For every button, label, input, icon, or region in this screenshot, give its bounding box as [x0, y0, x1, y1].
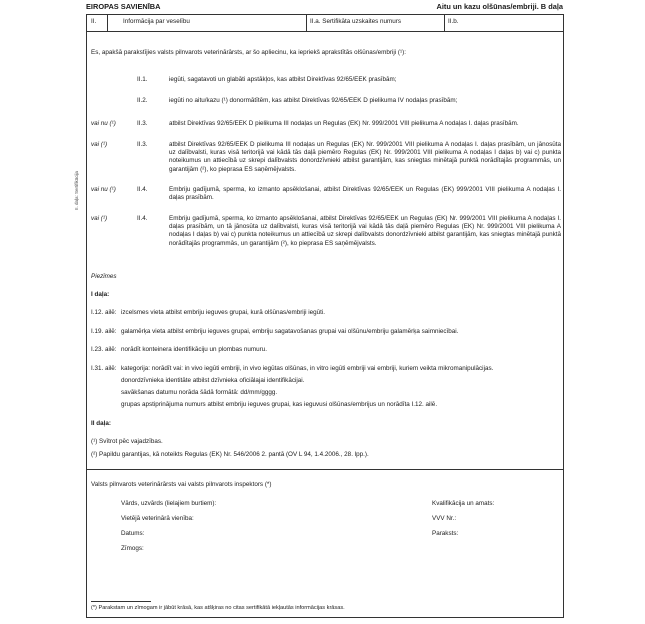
note-line: galamērķa vieta atbilst embriju ieguves grupai, embriju sagatavošanas grupai vai olšūnu/embriju galamērķa saimniecībai.	[121, 328, 459, 335]
name-label: Vārds, uzvārds (lielajiem burtiem):	[121, 500, 217, 507]
intro-text: Es, apakšā parakstījies valsts pilnvarots veterinārārsts, ar šo apliecinu, ka iepriekš aprakstītās olšūnas/embriji (¹):	[91, 49, 406, 56]
clause-num: II.3.	[137, 120, 148, 127]
note-line: izcelsmes vieta atbilst embriju ieguves grupai, kurā olšūnas/embriji iegūti.	[121, 309, 326, 316]
signature-label: Paraksts:	[432, 530, 459, 537]
notes-title: Piezīmes	[91, 273, 117, 280]
clause-num: II.3.	[137, 141, 148, 148]
header-right: Aitu un kazu olšūnas/embriji. B daļa	[436, 2, 563, 11]
clause-num: II.1.	[137, 76, 148, 83]
note-key: I.19. ailē:	[91, 328, 117, 335]
clause-num: II.4.	[137, 215, 148, 222]
footnote-2: (²) Papildu garantijas, kā noteikts Regulas (EK) Nr. 546/2006 2. pantā (OV L 94, 1.4.2006., 28. lpp.).	[91, 451, 369, 458]
note-key: I.31. ailē:	[91, 365, 117, 372]
note-line: donordzīvnieka identitāte atbilst dzīvnieka oficiālajai identifikācijai.	[121, 377, 305, 384]
clause-text: Embriju gadījumā, sperma, ko izmanto apsēklošanai, atbilst Direktīvas 92/65/EEK un Regulas (EK) 999/2001 VIII pielikuma A nodaļas I. daļas prasībām.	[169, 186, 561, 202]
clause-text: iegūti, sagatavoti un glabāti apstākļos, kas atbilst Direktīvas 92/65/EEK prasībām;	[169, 76, 397, 83]
footnote-1: (¹) Svītrot pēc vajadzības.	[91, 438, 163, 445]
clause-prefix: vai (¹)	[91, 141, 108, 148]
certificate-ref-b: II.b.	[448, 18, 459, 25]
section-number: II.	[91, 18, 97, 25]
clause-text: iegūti no aitu/kazu (¹) donormātītēm, kas atbilst Direktīvas 92/65/EEK D pielikuma IV nodaļas prasībām;	[169, 97, 458, 104]
side-note: II. daļa: Sertifikācija	[74, 170, 79, 210]
clause-num: II.4.	[137, 186, 148, 193]
clause-text: atbilst Direktīvas 92/65/EEK D pielikuma III nodaļas un Regulas (EK) Nr. 999/2001 VIII pielikuma A nodaļas I. daļas prasībām.	[169, 120, 519, 127]
note-line: savākšanas datumu norāda šādā formātā: dd/mm/gggg.	[121, 389, 278, 396]
date-label: Datums:	[121, 530, 145, 537]
qualification-label: Kvalifikācija un amats:	[432, 500, 495, 507]
signature-title: Valsts pilnvarots veterinārārsts vai valsts pilnvarots inspektors (*)	[91, 481, 272, 488]
note-key: I.23. ailē:	[91, 346, 117, 353]
note-line: norādīt konteinera identifikāciju un plombas numuru.	[121, 346, 267, 353]
note-line: kategorija: norādīt vai: in vivo iegūti embriji, in vivo iegūtas olšūnas, in vitro iegūti embriji vai embriji, kuriem veikta mikromanipulācijas.	[121, 365, 494, 372]
clause-prefix: vai nu (¹)	[91, 120, 116, 127]
clause-text: atbilst Direktīvas 92/65/EEK D pielikuma III nodaļas un Regulas (EK) Nr. 999/2001 VIII pielikuma A nodaļas I. daļas prasībām, un jānosūta uz dalībvalsti, kuras visā teritorijā vai kādā tās daļā piemēro Regulas (EK) Nr. 999/2001 VIII pielikuma A nodaļas I daļas b) vai c) punkta noteikumus un attiecībā uz skrepi dalībvalsts donordzīvnieki atbilst garantijām, kas sniegtas minētajā punktā norādītajās programmās, un garantijām (²), ko pieprasa ES saņēmējvalsts.	[169, 141, 561, 173]
section-title: Informācija par veselību	[123, 18, 190, 25]
vvv-number-label: VVV Nr.:	[432, 515, 457, 522]
note-key: I.12. ailē:	[91, 309, 117, 316]
vet-unit-label: Vietējā veterinārā vienība:	[121, 515, 194, 522]
header-left: EIROPAS SAVIENĪBA	[86, 2, 161, 11]
notes-part2: II daļa:	[91, 420, 111, 427]
footnote-divider	[91, 601, 151, 602]
note-line: grupas apstiprinājuma numurs atbilst embriju ieguves grupai, kas ieguvusi olšūnas/embrijus un norādīta I.12. ailē.	[121, 401, 438, 408]
clause-prefix: vai (¹)	[91, 215, 108, 222]
notes-part1: I daļa:	[91, 291, 110, 298]
clause-prefix: vai nu (¹)	[91, 186, 116, 193]
stamp-label: Zīmogs:	[121, 545, 144, 552]
certificate-ref-a: II.a. Sertifikāta uzskaites numurs	[310, 18, 401, 25]
certificate-frame	[86, 14, 564, 618]
clause-num: II.2.	[137, 97, 148, 104]
signature-footnote: (*) Parakstam un zīmogam ir jābūt krāsā, kas atšķiras no citas sertifikātā iekļautās informācijas krāsas.	[91, 605, 345, 611]
clause-text: Embriju gadījumā, sperma, ko izmanto apsēklošanai, atbilst Direktīvas 92/65/EEK un Regulas (EK) Nr. 999/2001 VIII pielikuma A nodaļas I. daļas prasībām, un tā jānosūta uz dalībvalsti, kuras visā teritorijā vai kādā tās daļā piemēro Regulas (EK) Nr. 999/2001 VIII pielikuma A nodaļas I daļas b) vai c) punkta noteikumus un attiecībā uz skrepi dalībvalsts donordzīvnieki atbilst garantijām, kas sniegtas minētajā punktā norādītajās programmās, un garantijām (²), ko pieprasa ES saņēmējvalsts.	[169, 215, 561, 247]
